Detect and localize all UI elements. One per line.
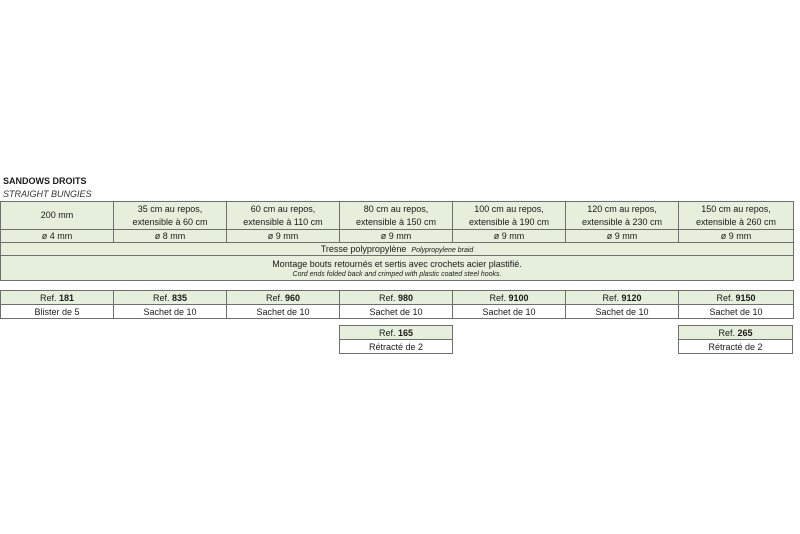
packaging-cell: Rétracté de 2 xyxy=(679,340,793,354)
specs-table xyxy=(0,201,794,281)
diameter-cell: ø 4 mm xyxy=(1,230,114,243)
packaging-cell: Sachet de 10 xyxy=(679,305,794,319)
packaging-cell: Blister de 5 xyxy=(1,305,114,319)
ref-cell: Ref. 9100 xyxy=(453,291,566,305)
length-cell: 80 cm au repos, extensible à 150 cm xyxy=(340,202,453,230)
diameter-cell: ø 9 mm xyxy=(340,230,453,243)
diameter-cell: ø 8 mm xyxy=(114,230,227,243)
packaging-cell: Sachet de 10 xyxy=(453,305,566,319)
diameter-cell: ø 9 mm xyxy=(566,230,679,243)
ref-cell: Ref. 9120 xyxy=(566,291,679,305)
ref-row xyxy=(1,291,794,305)
packaging-cell: Rétracté de 2 xyxy=(340,340,453,354)
length-cell: 100 cm au repos, extensible à 190 cm xyxy=(453,202,566,230)
mounting-fr: Montage bouts retournés et sertis avec crochets acier plastifié. xyxy=(272,258,522,269)
extra-ref-box-265 xyxy=(678,325,793,354)
packaging-cell: Sachet de 10 xyxy=(340,305,453,319)
material-cell xyxy=(1,243,794,256)
page-subtitle: STRAIGHT BUNGIES xyxy=(3,189,92,199)
mounting-en: Cord ends folded back and crimped with plastic coated steel hooks. xyxy=(292,270,502,278)
diameter-cell: ø 9 mm xyxy=(679,230,794,243)
packaging-cell: Sachet de 10 xyxy=(566,305,679,319)
ref-cell: Ref. 9150 xyxy=(679,291,794,305)
ref-cell: Ref. 980 xyxy=(340,291,453,305)
material-row xyxy=(1,243,794,256)
length-cell: 120 cm au repos, extensible à 230 cm xyxy=(566,202,679,230)
diameter-cell: ø 9 mm xyxy=(453,230,566,243)
references-table xyxy=(0,290,794,319)
length-cell: 35 cm au repos, extensible à 60 cm xyxy=(114,202,227,230)
length-cell: 150 cm au repos, extensible à 260 cm xyxy=(679,202,794,230)
length-cell: 60 cm au repos, extensible à 110 cm xyxy=(227,202,340,230)
extra-ref-box-165 xyxy=(339,325,453,354)
length-cell: 200 mm xyxy=(1,202,114,230)
ref-cell: Ref. 835 xyxy=(114,291,227,305)
page-title: SANDOWS DROITS xyxy=(3,176,87,186)
length-row xyxy=(1,202,794,230)
ref-cell: Ref. 960 xyxy=(227,291,340,305)
packaging-row xyxy=(1,305,794,319)
ref-cell: Ref. 165 xyxy=(340,326,453,340)
mounting-cell xyxy=(1,256,794,281)
ref-cell: Ref. 265 xyxy=(679,326,793,340)
material-fr: Tresse polypropylène xyxy=(320,244,407,254)
packaging-cell: Sachet de 10 xyxy=(114,305,227,319)
diameter-row xyxy=(1,230,794,243)
diameter-cell: ø 9 mm xyxy=(227,230,340,243)
mounting-row xyxy=(1,256,794,281)
ref-cell: Ref. 181 xyxy=(1,291,114,305)
material-en: Polypropylene braid xyxy=(411,247,474,254)
packaging-cell: Sachet de 10 xyxy=(227,305,340,319)
